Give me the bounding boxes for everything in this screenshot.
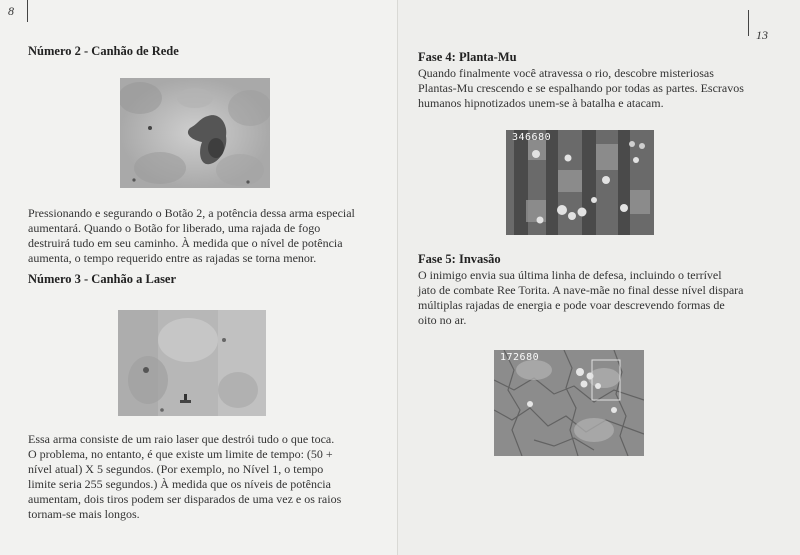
net-cannon-heading: Número 2 - Canhão de Rede	[28, 44, 179, 58]
laser-cannon-screenshot	[118, 310, 266, 416]
right-margin-line	[748, 10, 749, 36]
left-margin-line	[27, 0, 28, 22]
phase5-score: 172680	[500, 352, 540, 363]
phase5-description: O inimigo envia sua última linha de defesa, incluindo o terrível jato de combate Ree Torita. A nave-mãe no final desse nível dispara múltiplas rajadas de energia e pode voar descrevendo formas de oito no ar.	[418, 268, 744, 327]
phase4-heading: Fase 4: Planta-Mu	[418, 50, 517, 64]
net-cannon-description: Pressionando e segurando o Botão 2, a potência dessa arma especial aumentará. Quando o Botão for liberado, uma rajada de fogo destruirá tudo em seu caminho. À medida que o nível de potência aumenta, o tempo requerido entre as rajadas se torna menor.	[28, 206, 355, 265]
right-page	[398, 0, 800, 555]
right-page-number: 13	[756, 28, 768, 42]
phase5-screenshot	[494, 350, 644, 456]
left-page	[0, 0, 398, 555]
left-page-number: 8	[8, 4, 14, 18]
phase4-score: 346680	[512, 132, 552, 143]
phase4-screenshot	[506, 130, 654, 235]
phase5-heading: Fase 5: Invasão	[418, 252, 501, 266]
laser-cannon-heading: Número 3 - Canhão a Laser	[28, 272, 177, 286]
laser-cannon-description: Essa arma consiste de um raio laser que destrói tudo o que toca. O problema, no entanto, é que existe um limite de tempo: (50 + nível atual) X 5 segundos. (Por exemplo, no Nível 1, o tempo limite seria 255 segundos.) À medida que os níveis de potência aumentam, dois tiros podem ser disparados de uma vez e os raios tornam-se mais longos.	[28, 432, 342, 521]
net-cannon-screenshot	[120, 78, 270, 188]
phase4-description: Quando finalmente você atravessa o rio, descobre misteriosas Plantas-Mu crescendo e se espalhando por todas as partes. Escravos humanos hipnotizados unem-se à batalha e atacam.	[418, 66, 744, 110]
